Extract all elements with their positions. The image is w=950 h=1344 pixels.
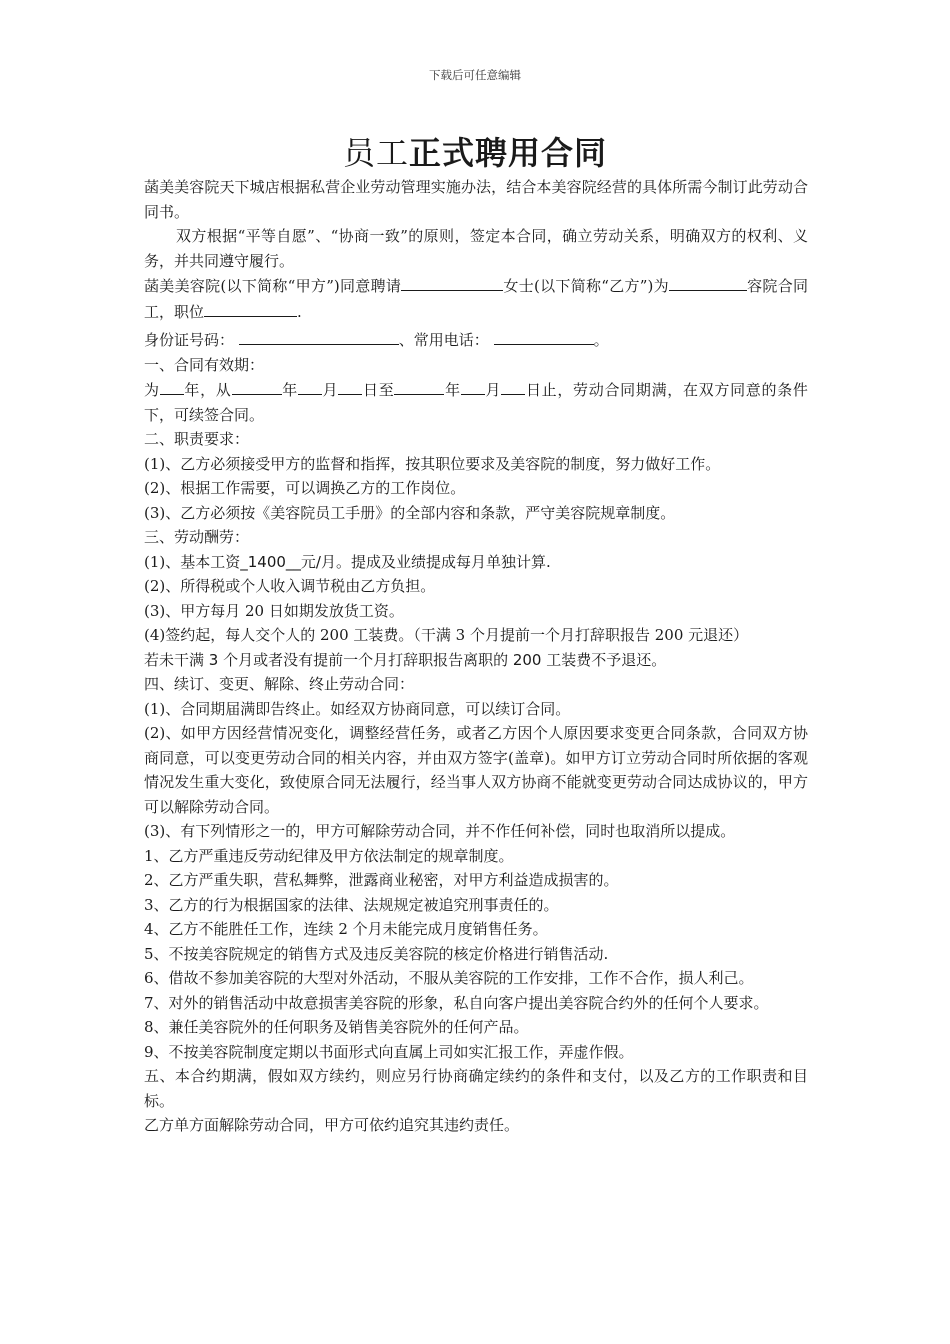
principle-lead: 双方根据 [176, 227, 238, 245]
term-year-label: 年 [281, 381, 298, 399]
pay-item-5: 若未干满 3 个月或者没有提前一个月打辞职报告离职的 200 工装费不予退还。 [144, 650, 667, 669]
dismissal-item: 1、乙方严重违反劳动纪律及甲方依法制定的规章制度。 [144, 846, 514, 865]
dismissal-item: 8、兼任美容院外的任何职务及销售美容院外的任何产品。 [144, 1018, 529, 1036]
breach-clause: 乙方单方面解除劳动合同，甲方可依约追究其违约责任。 [144, 1116, 520, 1134]
id-number-blank[interactable] [239, 327, 399, 345]
principle-paragraph [144, 224, 808, 273]
intro-paragraph [144, 175, 808, 224]
page-header-note: 下载后可任意编辑 [429, 68, 521, 82]
pay-item-3-a: (3)、甲方每月 20 [144, 601, 269, 620]
contract-item: (3)、有下列情形之一的，甲方可解除劳动合同，并不作任何补偿，同时也取消所以提成。 [144, 822, 736, 840]
dismissal-item: 6、借故不参加美容院的大型对外活动，不服从美容院的工作安排，工作不合作，损人利己。 [144, 969, 754, 987]
dismissal-item: 9、不按美容院制度定期以书面形式向直属上司如实汇报工作，弄虚作假。 [144, 1042, 634, 1061]
section-3-heading: 三、劳动酬劳： [144, 528, 250, 546]
section-5-text: 本合约期满，假如双方续约，则应另行协商确定续约的条件和支付，以及乙方的工作职责和目标。 [144, 1067, 808, 1110]
term-years: 年，从 [183, 381, 232, 399]
dismissal-item: 5、不按美容院规定的销售方式及违反美容院的核定价格进行销售活动. [144, 944, 609, 963]
hire-paragraph [144, 273, 808, 324]
intro-text: 根据私营企业劳动管理实施办法，结合本美容院经营的具体所需今制订此劳动合同书。 [144, 178, 808, 221]
id-phone-line [144, 327, 808, 353]
duty-item: (1)、乙方必须接受甲方的监督和指挥，按其职位要求及美容院的制度，努力做好工作。 [144, 454, 721, 473]
pay-item-1-a: (1)、基本 [144, 552, 211, 571]
phone-label: 、常用电话： [398, 331, 489, 349]
pay-item-3-b: 日如期发放货工资。 [268, 601, 404, 620]
years-blank[interactable] [160, 377, 184, 395]
base-salary: 工资_1400__元/月 [210, 552, 336, 571]
contract-item: (2)、如甲方因经营情况变化，调整经营任务，或者乙方因个人原因要求变更合同条款，合同双方协商同意，可以变更劳动合同的相关内容，并由双方签字(盖章)。如甲方订立劳动合同时所依据的客观情况发生重大变化，致使原合同无法履行，经当事人双方协商不能就变更劳动合同达成协议的，甲方可以解除劳动合同。 [144, 724, 808, 816]
hire-text-c: 容院合同工，职位 [144, 277, 808, 321]
pay-item-1 [144, 550, 808, 575]
dismissal-item: 3、乙方的行为根据国家的法律、法规规定被追究刑事责任的。 [144, 895, 559, 914]
employer-blank[interactable] [669, 273, 723, 291]
dismissal-item: 4、乙方不能胜任工作，连续 2 个月未能完成月度销售任务。 [144, 920, 548, 938]
section-5-number: 五、 [144, 1067, 175, 1085]
title-part2: 正式聘用合同 [409, 134, 608, 172]
dismissal-item: 2、乙方严重失职，营私舞弊，泄露商业秘密，对甲方利益造成损害的。 [144, 871, 619, 889]
duty-item: (3)、乙方必须按《美容院员工手册》的全部内容和条款，严守美容院规章制度。 [144, 503, 676, 522]
end-year-blank[interactable] [394, 377, 444, 395]
pay-item-3 [144, 599, 808, 624]
principle-text: “平等自愿”、“协商一致”的原则，签定本合同，确立劳动关系，明确双方的权利、义务，并共同遵守履行。 [144, 227, 808, 270]
title-part1: 员工 [342, 134, 409, 172]
term-month-label-2: 月 [484, 381, 502, 399]
document-title [0, 128, 950, 174]
start-year-blank[interactable] [232, 377, 282, 395]
pay-item-4: (4)签约起，每人交个人的 200 工装费。（干满 3 个月提前一个月打辞职报告 200 元退还） [144, 626, 749, 644]
term-to: 日至 [362, 381, 395, 399]
end-month-blank[interactable] [461, 377, 485, 395]
phone-end: 。 [593, 331, 609, 349]
term-year-label-2: 年 [444, 381, 461, 399]
term-wei: 为 [144, 381, 160, 399]
section-1-heading: 一、合同有效期： [144, 355, 265, 374]
section-5-paragraph [144, 1064, 808, 1113]
start-day-blank[interactable] [338, 377, 362, 395]
section-2-heading: 二、职责要求： [144, 430, 250, 448]
duty-item: (2)、根据工作需要，可以调换乙方的工作岗位。 [144, 479, 466, 497]
start-month-blank[interactable] [298, 377, 322, 395]
hire-text-b: 女士(以下简称“乙方”)为 [503, 277, 669, 295]
store-name: 菡美美容院天下城店 [144, 178, 280, 196]
term-month-label: 月 [321, 381, 339, 399]
end-day-blank[interactable] [501, 377, 525, 395]
dismissal-item: 7、对外的销售活动中故意损害美容院的形象，私自向客户提出美容院合约外的任何个人要求。 [144, 993, 769, 1012]
contract-body [144, 175, 808, 1138]
employee-name-blank[interactable] [401, 273, 503, 291]
pay-item-1-c: 。提成及业绩提成每月单独计算. [335, 552, 551, 571]
id-label: 身份证号码： [144, 331, 235, 349]
position-blank[interactable] [204, 299, 297, 317]
pay-item-2: (2)、所得税或个人收入调节税由乙方负担。 [144, 577, 436, 595]
contract-item: (1)、合同期届满即告终止。如经双方协商同意，可以续订合同。 [144, 699, 571, 718]
employer-blank-cont[interactable] [723, 273, 747, 291]
hire-text-d: . [297, 302, 302, 321]
hire-text-a: 菡美美容院(以下简称“甲方”)同意聘请 [144, 277, 402, 295]
term-paragraph [144, 377, 808, 427]
phone-blank[interactable] [494, 327, 594, 345]
term-tail: 日止，劳动合同期满，在双方同意的条件下，可续签合同。 [144, 381, 808, 424]
section-4-heading: 四、续订、变更、解除、终止劳动合同： [144, 675, 415, 693]
